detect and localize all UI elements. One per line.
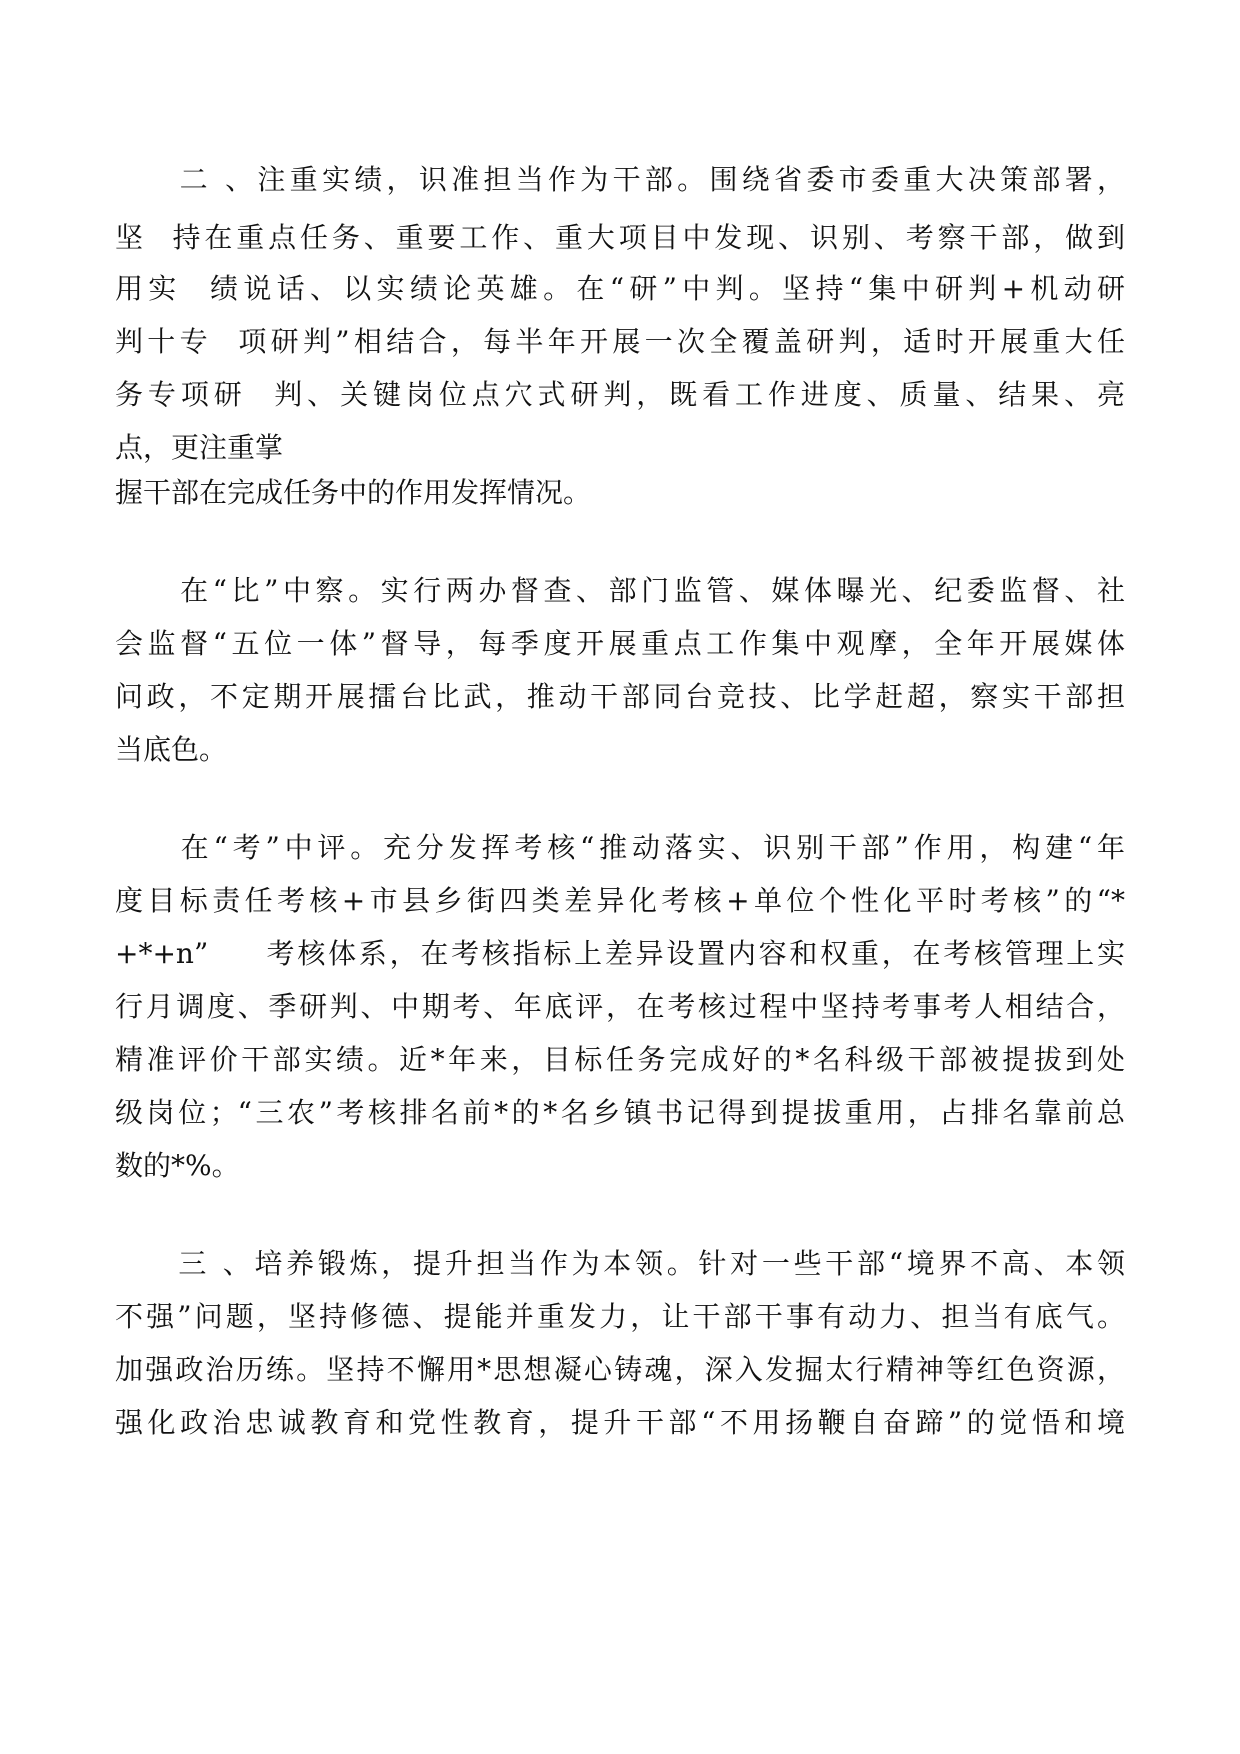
paragraph-1-line-7: 握干部在完成任务中的作用发挥情况。 bbox=[115, 476, 592, 509]
paragraph-2-line-1: 在“比”中察。实行两办督查、部门监管、媒体曝光、纪委监督、社 bbox=[115, 574, 1125, 607]
paragraph-4-line-2: 不强”问题，坚持修德、提能并重发力，让干部干事有动力、担当有底气。 bbox=[115, 1300, 1125, 1333]
paragraph-3-line-3: +*+n” 考核体系，在考核指标上差异设置内容和权重，在考核管理上实 bbox=[115, 937, 1125, 970]
paragraph-1-line-6: 点，更注重掌 bbox=[115, 431, 284, 464]
paragraph-1-line-4: 判十专 项研判”相结合，每半年开展一次全覆盖研判，适时开展重大任 bbox=[115, 325, 1125, 358]
paragraph-4-line-1: 三 、培养锻炼，提升担当作为本领。针对一些干部“境界不高、本领 bbox=[115, 1247, 1125, 1280]
paragraph-2-line-3: 问政，不定期开展擂台比武，推动干部同台竞技、比学赶超，察实干部担 bbox=[115, 680, 1125, 713]
paragraph-1-line-3: 用实 绩说话、以实绩论英雄。在“研”中判。坚持“集中研判+机动研 bbox=[115, 272, 1125, 305]
paragraph-3-line-5: 精准评价干部实绩。近*年来，目标任务完成好的*名科级干部被提拔到处 bbox=[115, 1043, 1125, 1076]
paragraph-3-line-1: 在“考”中评。充分发挥考核“推动落实、识别干部”作用，构建“年 bbox=[115, 831, 1125, 864]
paragraph-2-line-2: 会监督“五位一体”督导，每季度开展重点工作集中观摩，全年开展媒体 bbox=[115, 627, 1125, 660]
paragraph-1-line-5: 务专项研 判、关键岗位点穴式研判，既看工作进度、质量、结果、亮 bbox=[115, 378, 1125, 411]
paragraph-3-line-7: 数的*%。 bbox=[115, 1149, 240, 1182]
paragraph-2-line-4: 当底色。 bbox=[115, 733, 228, 766]
paragraph-3-line-6: 级岗位；“三农”考核排名前*的*名乡镇书记得到提拔重用，占排名靠前总 bbox=[115, 1096, 1125, 1129]
paragraph-3-line-2: 度目标责任考核+市县乡街四类差异化考核+单位个性化平时考核”的“* bbox=[115, 884, 1125, 917]
paragraph-3-line-4: 行月调度、季研判、中期考、年底评，在考核过程中坚持考事考人相结合， bbox=[115, 990, 1125, 1023]
paragraph-1-line-2: 坚 持在重点任务、重要工作、重大项目中发现、识别、考察干部，做到 bbox=[115, 221, 1125, 254]
paragraph-4-line-3: 加强政治历练。坚持不懈用*思想凝心铸魂，深入发掘太行精神等红色资源， bbox=[115, 1353, 1125, 1386]
paragraph-1-line-1: 二 、注重实绩，识准担当作为干部。围绕省委市委重大决策部署， bbox=[115, 163, 1125, 196]
paragraph-4-line-4: 强化政治忠诚教育和党性教育，提升干部“不用扬鞭自奋蹄”的觉悟和境 bbox=[115, 1406, 1125, 1439]
